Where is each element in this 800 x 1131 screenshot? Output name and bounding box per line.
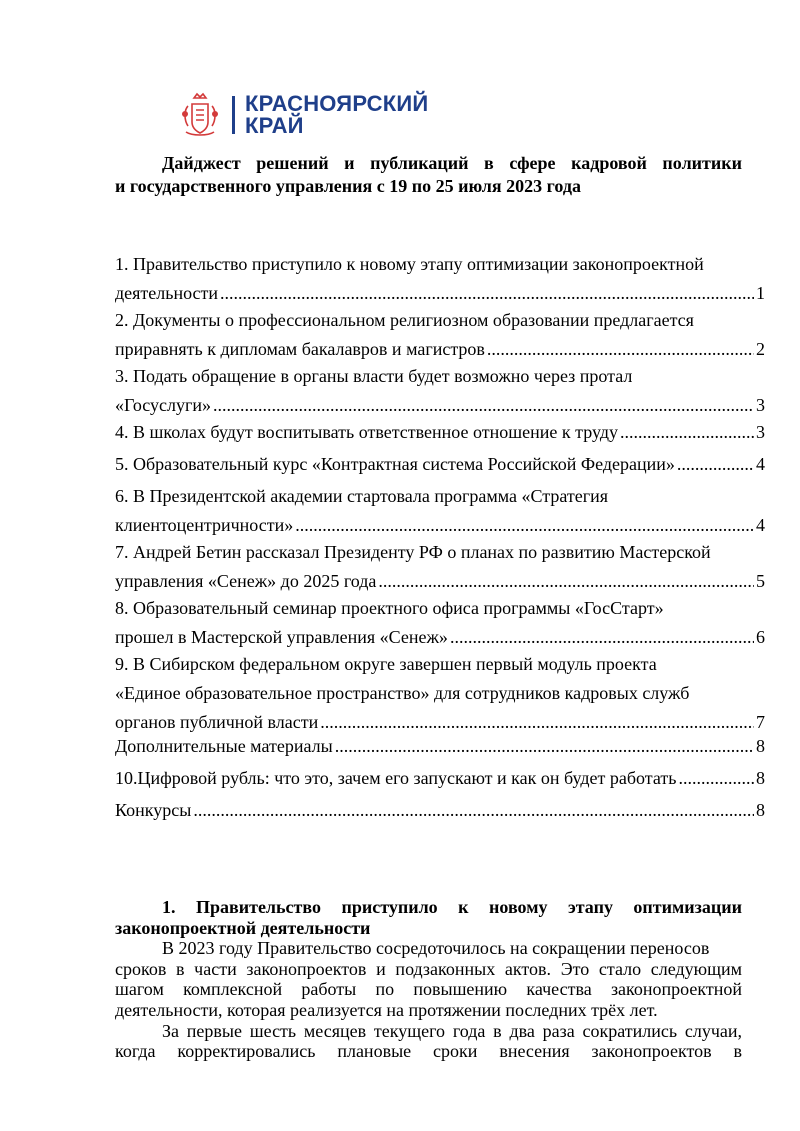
toc-page-number: 1	[756, 283, 765, 303]
toc-leader	[335, 732, 754, 761]
section-1	[115, 897, 742, 1062]
toc-item-text: Дополнительные материалы	[115, 736, 333, 756]
toc-item-text: 9. В Сибирском федеральном округе завершен первый модуль проекта	[115, 654, 657, 674]
toc-item[interactable]	[115, 450, 765, 479]
toc-item-text: «Единое образовательное пространство» для сотрудников кадровых служб	[115, 683, 690, 703]
paragraph-line: сроков в части законопроектов и подзаконных актов. Это стало следующим	[115, 958, 742, 979]
toc-item-text: «Госуслуги»	[115, 395, 212, 415]
toc-page-number: 3	[756, 422, 765, 442]
toc-item[interactable]	[115, 250, 765, 308]
toc-item[interactable]	[115, 362, 765, 420]
toc-item-text: 10.Цифровой рубль: что это, зачем его запускают и как он будет работать	[115, 768, 677, 788]
toc-item[interactable]	[115, 732, 765, 761]
logo-text	[245, 93, 428, 137]
toc-item-text: деятельности	[115, 283, 219, 303]
toc-leader	[295, 511, 754, 540]
toc-leader	[678, 764, 754, 793]
section-heading-line-2: законопроектной деятельности	[115, 917, 371, 938]
toc-page-number: 6	[756, 627, 765, 647]
toc-item-text: клиентоцентричности»	[115, 515, 294, 535]
logo-line-1: КРАСНОЯРСКИЙ	[245, 91, 429, 116]
toc-item-text: прошел в Мастерской управления «Сенеж»	[115, 627, 448, 647]
toc-leader	[193, 796, 754, 825]
toc-page-number: 2	[756, 339, 765, 359]
toc-page-number: 8	[756, 736, 765, 756]
toc-item-text: управления «Сенеж» до 2025 года	[115, 571, 377, 591]
toc-item[interactable]	[115, 418, 765, 447]
toc-page-number: 4	[756, 454, 765, 474]
toc-page-number: 8	[756, 768, 765, 788]
toc-item[interactable]	[115, 306, 765, 364]
toc-item[interactable]	[115, 482, 765, 540]
toc-item-text: Конкурсы	[115, 800, 192, 820]
toc-item[interactable]	[115, 764, 765, 793]
section-heading-line-1: 1. Правительство приступило к новому этапу оптимизации	[162, 897, 742, 917]
toc-page-number: 3	[756, 395, 765, 415]
region-logo	[180, 92, 428, 138]
logo-line-2: КРАЙ	[245, 113, 304, 138]
toc-leader	[378, 567, 754, 596]
coat-of-arms-icon	[180, 92, 220, 138]
toc-item-text: 2. Документы о профессиональном религиозном образовании предлагается	[115, 310, 694, 330]
toc-item-text: органов публичной власти	[115, 712, 319, 732]
toc-item-text: 8. Образовательный семинар проектного офиса программы «ГосСтарт»	[115, 598, 664, 618]
toc-item-text: 5. Образовательный курс «Контрактная система Российской Федерации»	[115, 454, 675, 474]
digest-title	[115, 152, 742, 198]
toc-page-number: 5	[756, 571, 765, 591]
logo-divider	[232, 96, 235, 134]
paragraph-line: деятельности, которая реализуется на протяжении последних трёх лет.	[115, 999, 658, 1020]
toc-page-number: 8	[756, 800, 765, 820]
toc-leader	[677, 450, 754, 479]
toc-item-text: 4. В школах будут воспитывать ответственное отношение к труду	[115, 422, 618, 442]
toc-item[interactable]	[115, 796, 765, 825]
toc-item[interactable]	[115, 650, 765, 737]
section-heading	[115, 897, 742, 938]
toc-item[interactable]	[115, 594, 765, 652]
toc-item-text: 3. Подать обращение в органы власти будет возможно через протал	[115, 366, 633, 386]
paragraph	[115, 1021, 742, 1062]
paragraph	[115, 938, 742, 1020]
toc-leader	[620, 418, 754, 447]
toc-item-text: 7. Андрей Бетин рассказал Президенту РФ о планах по развитию Мастерской	[115, 542, 711, 562]
toc-leader	[487, 335, 754, 364]
toc-item[interactable]	[115, 538, 765, 596]
toc-leader	[220, 279, 754, 308]
paragraph-line: За первые шесть месяцев текущего года в два раза сократились случаи,	[162, 1020, 742, 1041]
toc-page-number: 4	[756, 515, 765, 535]
toc-leader	[450, 623, 754, 652]
paragraph-line: шагом комплексной работы по повышению качества законопроектной	[115, 979, 742, 1000]
paragraph-line: В 2023 году Правительство сосредоточилось на сокращении переносов	[162, 938, 710, 959]
title-line-1: Дайджест решений и публикаций в сфере кадровой политики	[162, 153, 742, 173]
toc-leader	[213, 391, 754, 420]
toc-item-text: 1. Правительство приступило к новому этапу оптимизации законопроектной	[115, 254, 704, 274]
paragraph-line: когда корректировались плановые сроки внесения законопроектов в	[115, 1041, 742, 1062]
toc-item-text: приравнять к дипломам бакалавров и магистров	[115, 339, 485, 359]
toc-page-number: 7	[756, 712, 765, 732]
toc-item-text: 6. В Президентской академии стартовала программа «Стратегия	[115, 486, 609, 506]
title-line-2: и государственного управления с 19 по 25 июля 2023 года	[115, 176, 581, 196]
